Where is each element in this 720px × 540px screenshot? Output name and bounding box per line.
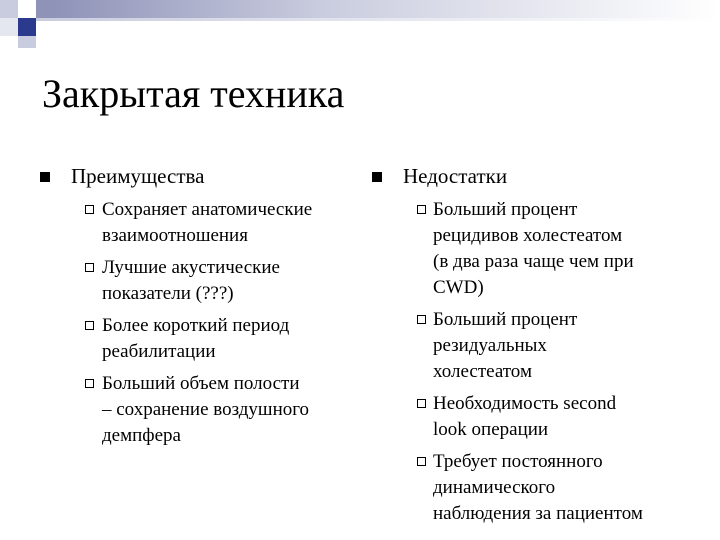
disadvantages-column [372,162,717,533]
page-title: Закрытая техника [42,71,345,116]
list-item-text: Больший объем полости – сохранение воздушного демпфера [102,373,310,446]
hollow-square-bullet-icon [85,321,94,330]
list-item-text: Сохраняет анатомические взаимоотношения [102,199,313,246]
filled-square-bullet-icon [40,172,50,182]
advantages-heading: Преимущества [71,164,205,188]
hollow-square-bullet-icon [85,263,94,272]
list-item-text: Требует постоянного динамического наблюдения за пациентом [433,451,643,524]
decor-square [0,18,18,36]
decor-bar [54,0,720,18]
header-decoration [0,0,720,50]
list-item [372,449,717,527]
decor-square [18,0,36,18]
list-item-text: Лучшие акустические показатели (???) [102,257,280,304]
disadvantages-list [372,197,717,527]
hollow-square-bullet-icon [417,205,426,214]
disadvantages-heading: Недостатки [403,164,508,188]
list-item [40,255,360,307]
hollow-square-bullet-icon [85,205,94,214]
decor-square [0,0,18,18]
list-item [372,307,717,385]
hollow-square-bullet-icon [417,315,426,324]
advantages-heading-row [40,162,360,191]
hollow-square-bullet-icon [417,399,426,408]
decor-square [36,0,54,18]
decor-bar-thin [36,18,720,21]
hollow-square-bullet-icon [85,379,94,388]
filled-square-bullet-icon [372,172,382,182]
list-item-text: Необходимость second look операции [433,393,617,440]
disadvantages-heading-row [372,162,717,191]
list-item-text: Больший процент резидуальных холестеатом [433,309,578,382]
decor-square [18,36,36,48]
hollow-square-bullet-icon [417,457,426,466]
list-item [40,197,360,249]
list-item [372,391,717,443]
advantages-list [40,197,360,449]
list-item [40,313,360,365]
decor-square [18,18,36,36]
advantages-column [40,162,360,455]
list-item [372,197,717,301]
list-item-text: Больший процент рецидивов холестеатом (в два раза чаще чем при CWD) [433,199,634,298]
list-item [40,371,360,449]
list-item-text: Более короткий период реабилитации [102,315,290,362]
